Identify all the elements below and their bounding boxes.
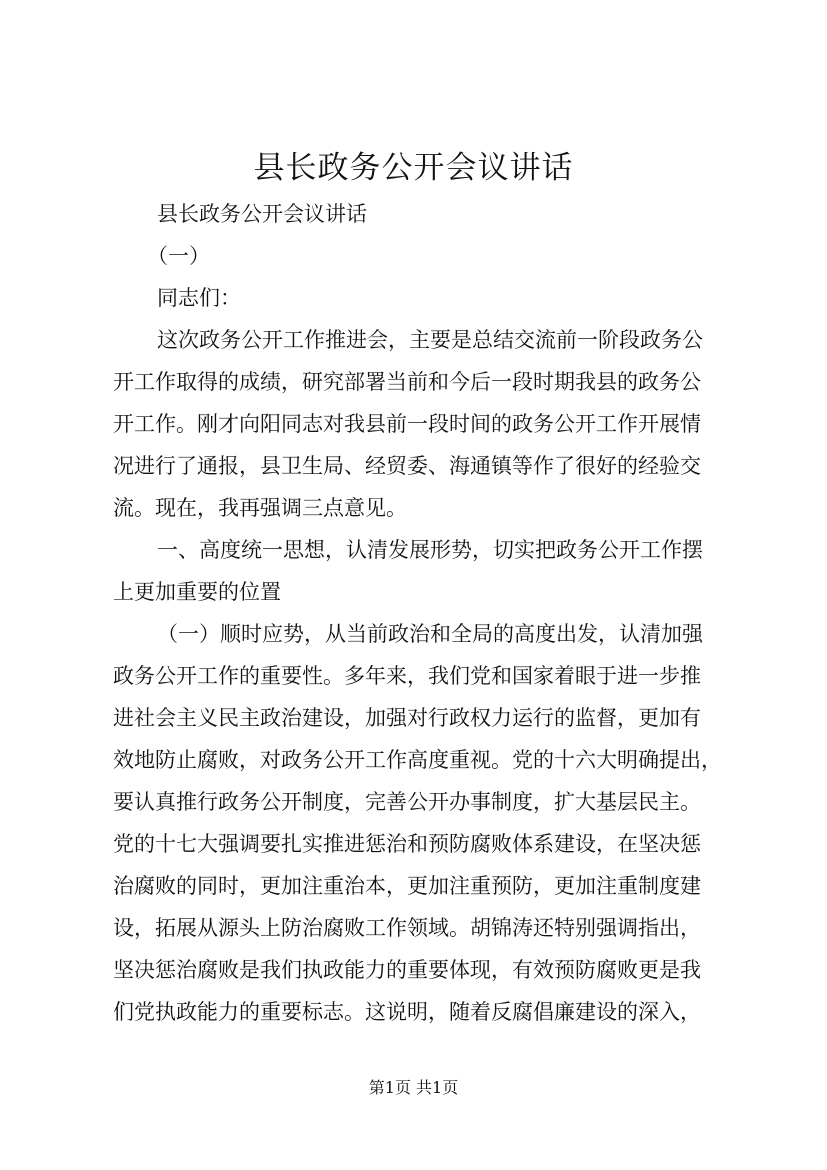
subtitle-line: 县长政务公开会议讲话 [157, 202, 367, 226]
paragraph-line: 们党执政能力的重要标志。这说明，随着反腐倡廉建设的深入， [113, 1000, 701, 1024]
paragraph-line: 效地防止腐败，对政务公开工作高度重视。党的十六大明确提出， [113, 748, 722, 772]
paragraph-line: 治腐败的同时，更加注重治本，更加注重预防，更加注重制度建 [113, 874, 701, 898]
paragraph-line: 开工作。刚才向阳同志对我县前一段时间的政务公开工作开展情 [113, 412, 701, 436]
heading-line: 一、高度统一思想，认清发展形势，切实把政务公开工作摆 [157, 538, 703, 562]
paragraph-line: 坚决惩治腐败是我们执政能力的重要体现，有效预防腐败更是我 [113, 958, 701, 982]
heading-line: 上更加重要的位置 [113, 580, 281, 604]
paragraph-line: 党的十七大强调要扎实推进惩治和预防腐败体系建设，在坚决惩 [113, 832, 701, 856]
salutation-line: 同志们： [157, 286, 241, 310]
page-footer: 第1页 共1页 [368, 1078, 459, 1097]
paragraph-line: 况进行了通报，县卫生局、经贸委、海通镇等作了很好的经验交 [113, 454, 701, 478]
paragraph-line: （一）顺时应势，从当前政治和全局的高度出发，认清加强 [157, 622, 703, 646]
paragraph-line: 设，拓展从源头上防治腐败工作领域。胡锦涛还特别强调指出， [113, 916, 701, 940]
paragraph-line: 进社会主义民主政治建设，加强对行政权力运行的监督，更加有 [113, 706, 701, 730]
document-body [113, 193, 733, 1033]
paragraph-line: 开工作取得的成绩，研究部署当前和今后一段时期我县的政务公 [113, 370, 701, 394]
paragraph-line: 政务公开工作的重要性。多年来，我们党和国家着眼于进一步推 [113, 664, 701, 688]
paragraph-line: 流。现在，我再强调三点意见。 [113, 496, 407, 520]
document-title: 县长政务公开会议讲话 [253, 150, 574, 186]
section-number-line: （一） [147, 244, 210, 268]
paragraph-line: 这次政务公开工作推进会，主要是总结交流前一阶段政务公 [157, 328, 703, 352]
paragraph-line: 要认真推行政务公开制度，完善公开办事制度，扩大基层民主。 [113, 790, 701, 814]
